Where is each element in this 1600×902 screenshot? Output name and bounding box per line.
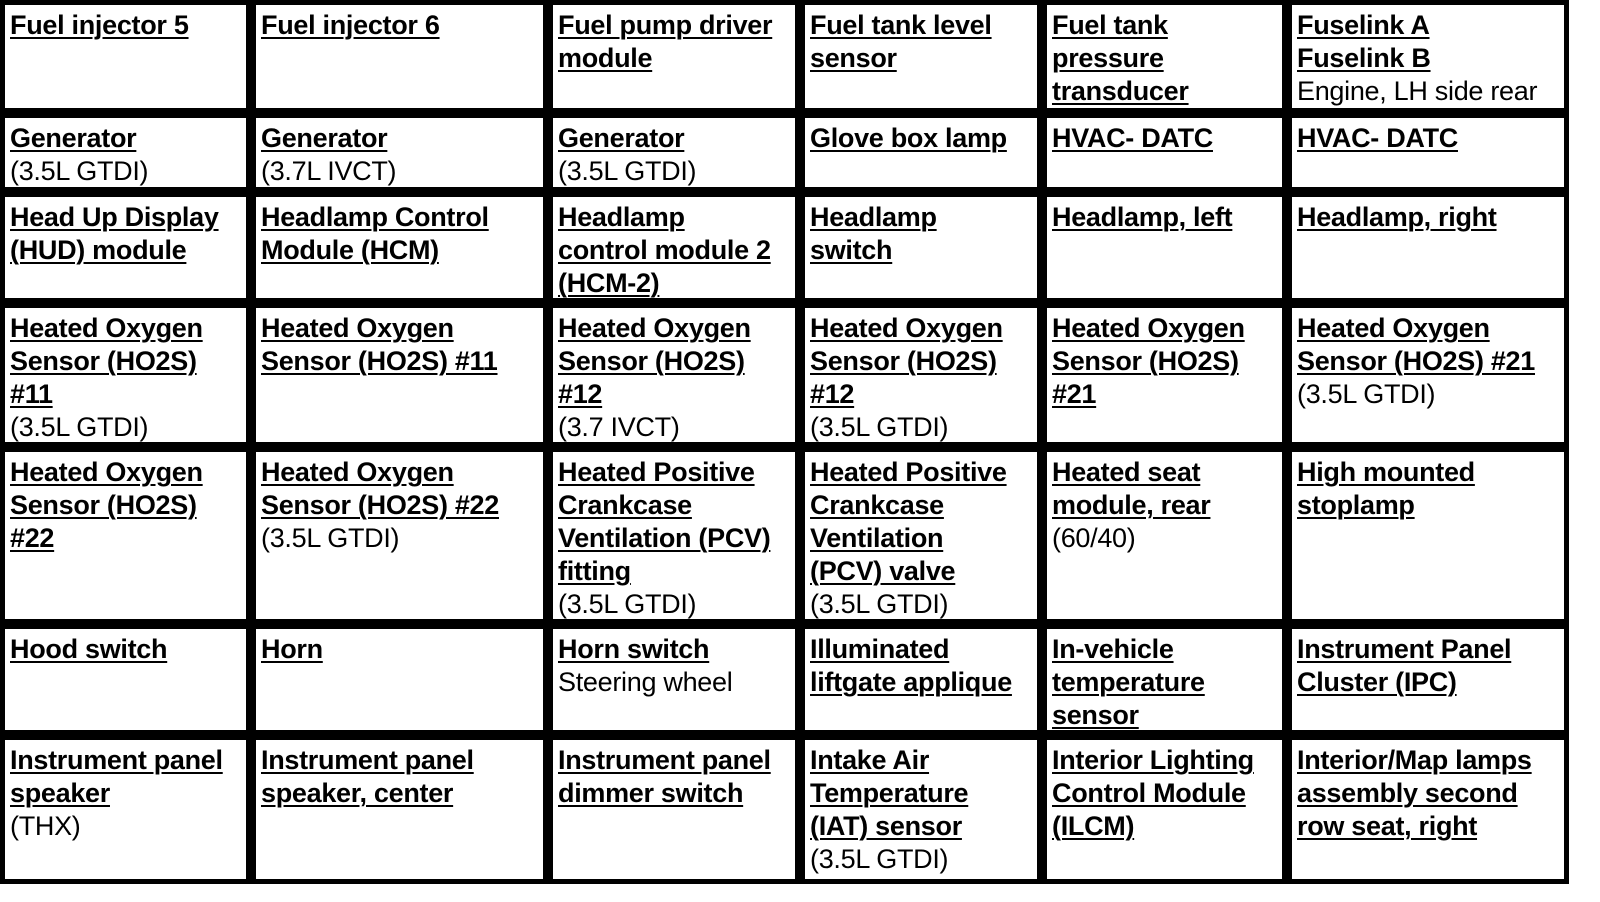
component-name: Interior/Map lamps assembly second row seat, right bbox=[1297, 745, 1532, 841]
component-name: Headlamp, left bbox=[1052, 202, 1233, 232]
table-cell bbox=[803, 3, 1039, 110]
table-cell bbox=[1290, 450, 1566, 621]
table-cell bbox=[1290, 116, 1566, 189]
component-note: (THX) bbox=[10, 811, 81, 841]
table-cell bbox=[1290, 306, 1566, 444]
table-cell bbox=[3, 306, 248, 444]
table-cell bbox=[254, 627, 545, 732]
component-name: Heated Oxygen Sensor (HO2S) #22 bbox=[261, 457, 499, 520]
table-cell bbox=[3, 627, 248, 732]
table-cell bbox=[1290, 195, 1566, 300]
component-name: Fuel injector 5 bbox=[10, 10, 189, 40]
component-name: Instrument panel speaker bbox=[10, 745, 223, 808]
component-name: Instrument Panel Cluster (IPC) bbox=[1297, 634, 1512, 697]
table-cell bbox=[254, 116, 545, 189]
table-cell bbox=[1045, 195, 1284, 300]
component-name: Headlamp, right bbox=[1297, 202, 1497, 232]
component-name: Heated Oxygen Sensor (HO2S) #22 bbox=[10, 457, 203, 553]
table-cell bbox=[551, 306, 797, 444]
component-name: Heated Oxygen Sensor (HO2S) #11 bbox=[10, 313, 203, 409]
table-cell bbox=[803, 627, 1039, 732]
component-name: HVAC- DATC bbox=[1297, 123, 1458, 153]
table-cell bbox=[1045, 627, 1284, 732]
component-name: Generator bbox=[10, 123, 137, 153]
component-name: Horn bbox=[261, 634, 323, 664]
table-cell bbox=[551, 195, 797, 300]
component-name: Illuminated liftgate applique bbox=[810, 634, 1012, 697]
component-name: Generator bbox=[558, 123, 685, 153]
component-note: (3.5L GTDI) bbox=[810, 844, 949, 874]
component-name: Fuel tank level sensor bbox=[810, 10, 992, 73]
table-cell bbox=[803, 306, 1039, 444]
table-cell bbox=[3, 3, 248, 110]
component-name: Intake Air Temperature (IAT) sensor bbox=[810, 745, 969, 841]
component-name: Heated seat module, rear bbox=[1052, 457, 1211, 520]
table-cell bbox=[1045, 306, 1284, 444]
table-cell bbox=[803, 195, 1039, 300]
component-name: Heated Oxygen Sensor (HO2S) #21 bbox=[1052, 313, 1245, 409]
component-name: Headlamp switch bbox=[810, 202, 937, 265]
component-name: Fuel injector 6 bbox=[261, 10, 440, 40]
component-name: Instrument panel dimmer switch bbox=[558, 745, 771, 808]
table-cell bbox=[3, 116, 248, 189]
table-cell bbox=[1290, 3, 1566, 110]
component-note: (3.5L GTDI) bbox=[10, 156, 149, 186]
component-name: Instrument panel speaker, center bbox=[261, 745, 474, 808]
table-cell bbox=[803, 450, 1039, 621]
component-name: Headlamp control module 2 (HCM-2) bbox=[558, 202, 771, 298]
component-note: (3.5L GTDI) bbox=[1297, 379, 1436, 409]
table-cell bbox=[1045, 738, 1284, 881]
table-cell bbox=[254, 195, 545, 300]
component-name: Glove box lamp bbox=[810, 123, 1007, 153]
component-name: Head Up Display (HUD) module bbox=[10, 202, 219, 265]
table-cell bbox=[254, 450, 545, 621]
component-name: Heated Oxygen Sensor (HO2S) #21 bbox=[1297, 313, 1535, 376]
component-name: High mounted stoplamp bbox=[1297, 457, 1475, 520]
table-cell bbox=[803, 738, 1039, 881]
component-name: Heated Oxygen Sensor (HO2S) #12 bbox=[810, 313, 1003, 409]
table-cell bbox=[1290, 627, 1566, 732]
component-name: In-vehicle temperature sensor bbox=[1052, 634, 1205, 730]
table-cell bbox=[254, 306, 545, 444]
component-name: Headlamp Control Module (HCM) bbox=[261, 202, 489, 265]
component-name: Fuel pump driver module bbox=[558, 10, 773, 73]
component-name: Heated Positive Crankcase Ventilation (PCV) fitting bbox=[558, 457, 771, 586]
component-note: (3.5L GTDI) bbox=[261, 523, 400, 553]
table-cell bbox=[1045, 450, 1284, 621]
component-note: Steering wheel bbox=[558, 667, 733, 697]
component-name: Hood switch bbox=[10, 634, 168, 664]
table-cell bbox=[3, 195, 248, 300]
table-cell bbox=[1045, 3, 1284, 110]
table-cell bbox=[803, 116, 1039, 189]
table-cell bbox=[551, 738, 797, 881]
component-note: (3.5L GTDI) bbox=[558, 156, 697, 186]
table-cell bbox=[551, 3, 797, 110]
component-name: HVAC- DATC bbox=[1052, 123, 1213, 153]
component-name: Fuel tank pressure transducer bbox=[1052, 10, 1189, 106]
component-name: Heated Positive Crankcase Ventilation (PCV) valve bbox=[810, 457, 1007, 586]
table-cell bbox=[551, 116, 797, 189]
component-note: (3.5L GTDI) bbox=[810, 589, 949, 619]
table-cell bbox=[3, 738, 248, 881]
component-name: Fuselink A Fuselink B bbox=[1297, 10, 1431, 73]
table-cell bbox=[3, 450, 248, 621]
component-note: (60/40) bbox=[1052, 523, 1136, 553]
component-note: (3.5L GTDI) bbox=[810, 412, 949, 442]
component-note: (3.7 IVCT) bbox=[558, 412, 680, 442]
component-name: Horn switch bbox=[558, 634, 710, 664]
component-note: (3.5L GTDI) bbox=[10, 412, 149, 442]
table-cell bbox=[254, 738, 545, 881]
component-note: (3.7L IVCT) bbox=[261, 156, 397, 186]
component-note: Engine, LH side rear bbox=[1297, 76, 1538, 106]
component-name: Heated Oxygen Sensor (HO2S) #12 bbox=[558, 313, 751, 409]
table-cell bbox=[551, 450, 797, 621]
component-note: (3.5L GTDI) bbox=[558, 589, 697, 619]
component-name: Heated Oxygen Sensor (HO2S) #11 bbox=[261, 313, 498, 376]
table-cell bbox=[551, 627, 797, 732]
component-name: Generator bbox=[261, 123, 388, 153]
table-cell bbox=[1045, 116, 1284, 189]
component-name: Interior Lighting Control Module (ILCM) bbox=[1052, 745, 1254, 841]
table-cell bbox=[254, 3, 545, 110]
table-cell bbox=[1290, 738, 1566, 881]
